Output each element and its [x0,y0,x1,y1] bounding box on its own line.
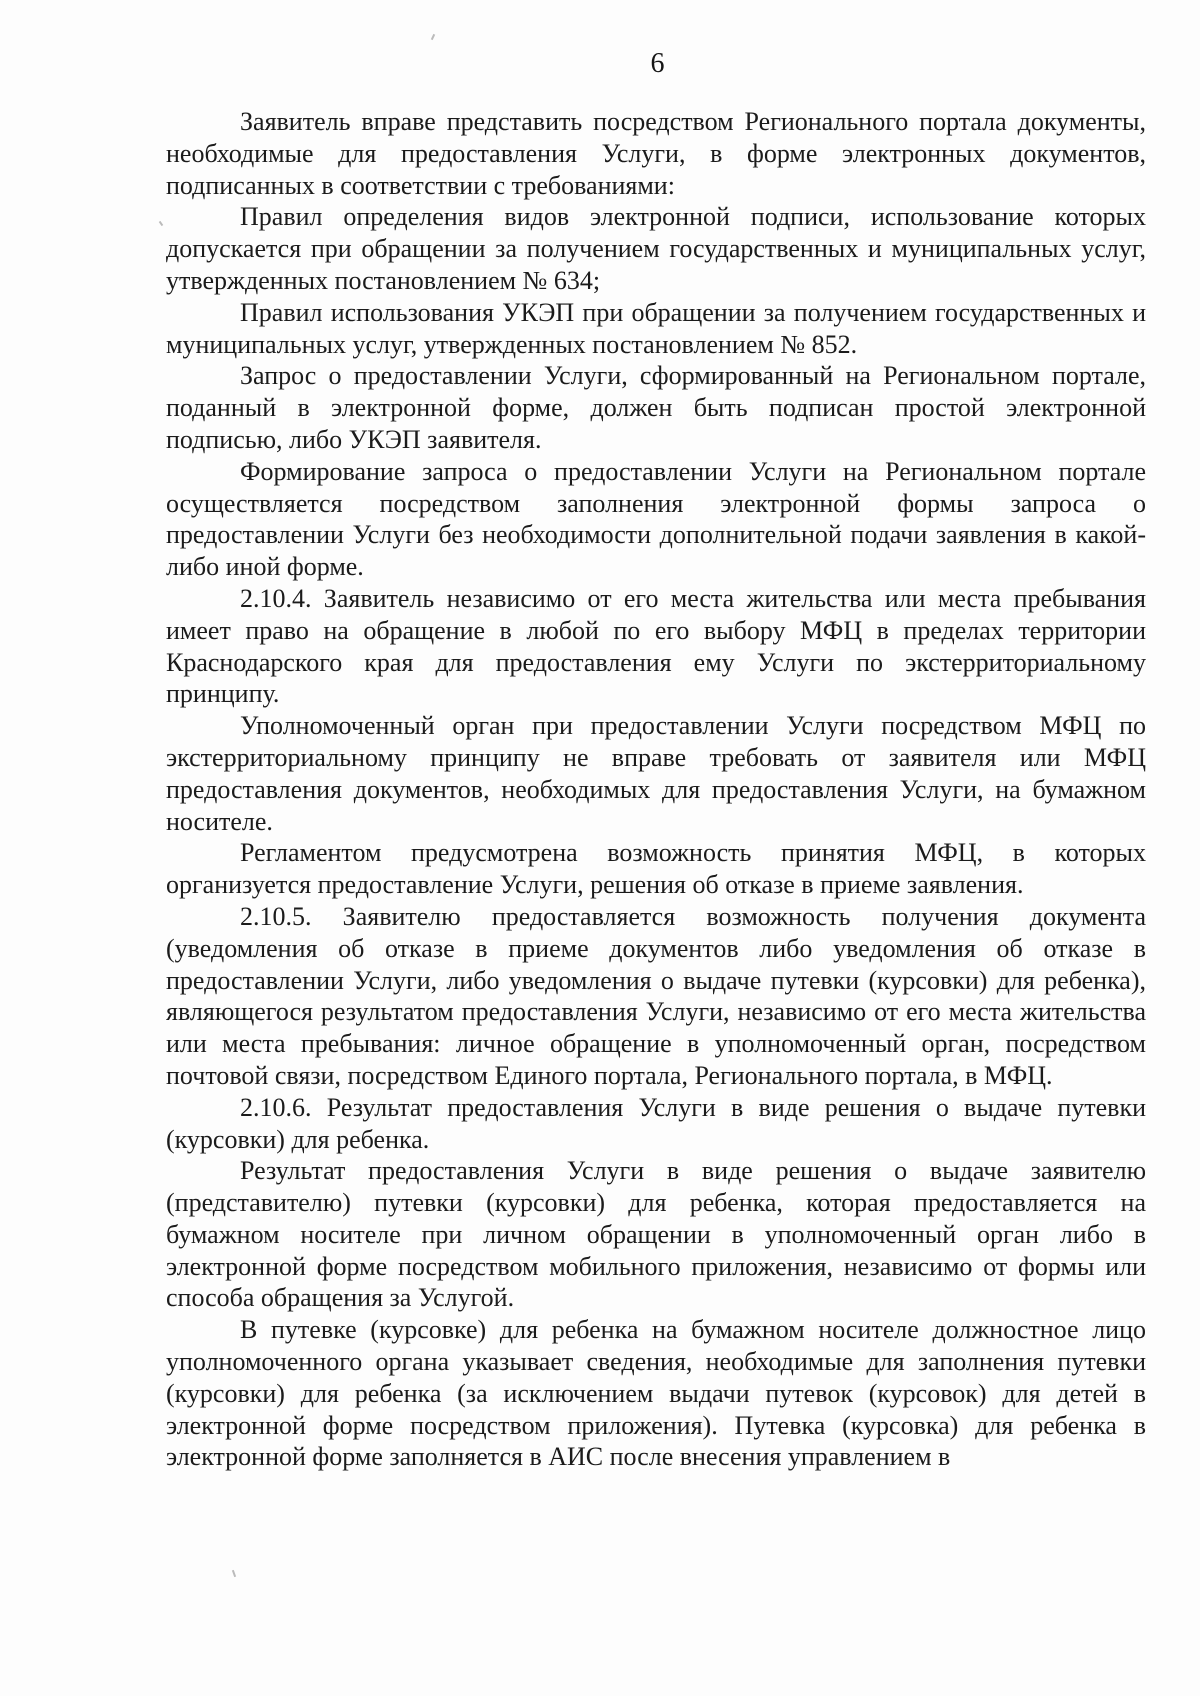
paragraph: Правил использования УКЭП при обращении за получением государственных и муниципальных услуг, утвержденных постановлением № 852. [166,297,1146,359]
paragraph: 2.10.6. Результат предоставления Услуги в виде решения о выдаче путевки (курсовки) для ребенка. [166,1092,1146,1154]
paragraph: Правил определения видов электронной подписи, использование которых допускается при обращении за получением государственных и муниципальных услуг, утвержденных постановлением № 634; [166,202,1146,295]
scan-speck [232,1570,236,1577]
paragraph: Уполномоченный орган при предоставлении Услуги посредством МФЦ по экстерриториальному принципу не вправе требовать от заявителя или МФЦ предоставления документов, необходимых для предоставления Услуги, на бумажном носителе. [166,711,1146,836]
scan-speck [159,221,164,226]
paragraph: Заявитель вправе представить посредством Регионального портала документы, необходимые для предоставления Услуги, в форме электронных документов, подписанных в соответствии с требованиями: [166,107,1146,200]
paragraph: В путевке (курсовке) для ребенка на бумажном носителе должностное лицо уполномоченного органа указывает сведения, необходимые для заполнения путевки (курсовки) для ребенка (за исключением выдачи путевок (курсовок) для детей в электронной форме посредством приложения). Путевка (курсовка) для ребенка в электронной форме заполняется в АИС после внесения управлением в [166,1315,1146,1472]
paragraph: 2.10.4. Заявитель независимо от его места жительства или места пребывания имеет право на обращение в любой по его выбору МФЦ в пределах территории Краснодарского края для предоставления ему Услуги по экстерриториальному принципу. [166,583,1146,709]
scan-speck [431,34,435,40]
paragraph: Регламентом предусмотрена возможность принятия МФЦ, в которых организуется предоставление Услуги, решения об отказе в приеме заявления. [166,838,1146,900]
paragraph: Результат предоставления Услуги в виде решения о выдаче заявителю (представителю) путевки (курсовки) для ребенка, которая предоставляется на бумажном носителе при личном обращении в уполномоченный орган либо в электронной форме посредством мобильного приложения, независимо от формы или способа обращения за Услугой. [166,1156,1146,1313]
paragraph: 2.10.5. Заявителю предоставляется возможность получения документа (уведомления об отказе в приеме документов либо уведомления об отказе в предоставлении Услуги, либо уведомления о выдаче путевки (курсовки) для ребенка), являющегося результатом предоставления Услуги, независимо от его места жительства или места пребывания: личное обращение в уполномоченный орган, посредством почтовой связи, посредством Единого портала, Регионального портала, в МФЦ. [166,901,1146,1090]
paragraph: Формирование запроса о предоставлении Услуги на Региональном портале осуществляется посредством заполнения электронной формы запроса о предоставлении Услуги без необходимости дополнительной подачи заявления в какой-либо иной форме. [166,456,1146,582]
page-number: 6 [650,48,665,79]
document-body [166,106,1146,1473]
paragraph: Запрос о предоставлении Услуги, сформированный на Региональном портале, поданный в электронной форме, должен быть подписан простой электронной подписью, либо УКЭП заявителя. [166,361,1146,454]
